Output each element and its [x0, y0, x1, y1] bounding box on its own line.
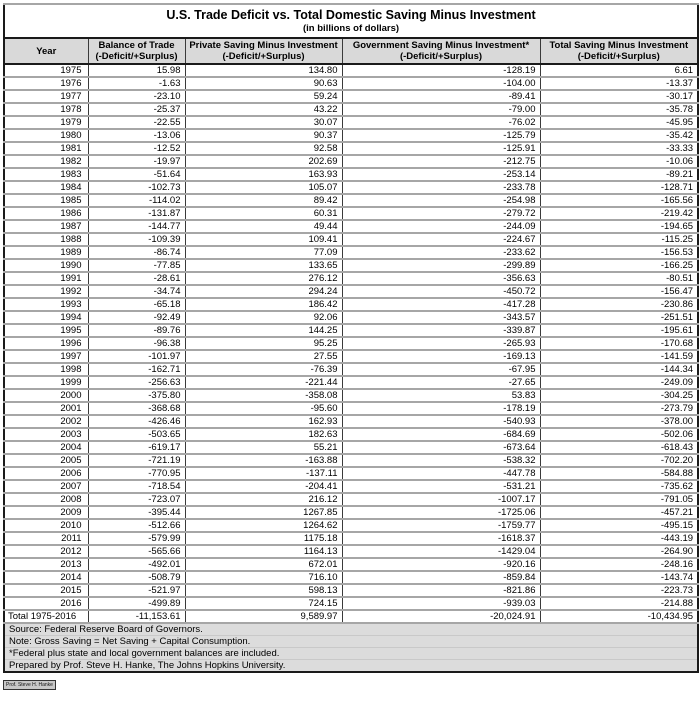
value-cell: -1618.37 — [342, 532, 540, 545]
value-cell: -233.62 — [342, 246, 540, 259]
page-subtitle: (in billions of dollars) — [303, 23, 400, 34]
value-cell: -1007.17 — [342, 493, 540, 506]
year-cell: 1985 — [4, 194, 88, 207]
year-cell: 1995 — [4, 324, 88, 337]
value-cell: -156.53 — [540, 246, 698, 259]
table-row — [4, 402, 698, 415]
table-row — [4, 337, 698, 350]
value-cell: -76.02 — [342, 116, 540, 129]
year-cell: 1998 — [4, 363, 88, 376]
value-cell: -144.77 — [88, 220, 185, 233]
value-cell: 182.63 — [185, 428, 342, 441]
year-cell: 1979 — [4, 116, 88, 129]
value-cell: -102.73 — [88, 181, 185, 194]
value-cell: -10,434.95 — [540, 610, 698, 623]
value-cell: 9,589.97 — [185, 610, 342, 623]
value-cell: -95.60 — [185, 402, 342, 415]
value-cell: 134.80 — [185, 64, 342, 77]
table-row — [4, 389, 698, 402]
value-cell: -89.76 — [88, 324, 185, 337]
value-cell: 216.12 — [185, 493, 342, 506]
value-cell: -375.80 — [88, 389, 185, 402]
value-cell: -76.39 — [185, 363, 342, 376]
value-cell: -304.25 — [540, 389, 698, 402]
value-cell: 294.24 — [185, 285, 342, 298]
value-cell: 105.07 — [185, 181, 342, 194]
value-cell: -265.93 — [342, 337, 540, 350]
value-cell: -141.59 — [540, 350, 698, 363]
year-cell: 2015 — [4, 584, 88, 597]
table-row — [4, 64, 698, 77]
value-cell: -503.65 — [88, 428, 185, 441]
table-row — [4, 285, 698, 298]
value-cell: -33.33 — [540, 142, 698, 155]
value-cell: -502.06 — [540, 428, 698, 441]
value-cell: -104.00 — [342, 77, 540, 90]
year-cell: 1977 — [4, 90, 88, 103]
value-cell: -721.19 — [88, 454, 185, 467]
value-cell: -20,024.91 — [342, 610, 540, 623]
value-cell: -457.21 — [540, 506, 698, 519]
year-cell: 1988 — [4, 233, 88, 246]
table-row — [4, 77, 698, 90]
table-row — [4, 584, 698, 597]
table-row — [4, 129, 698, 142]
footnote-row — [4, 636, 698, 648]
value-cell: -426.46 — [88, 415, 185, 428]
value-cell: -77.85 — [88, 259, 185, 272]
value-cell: -584.88 — [540, 467, 698, 480]
year-cell: 1994 — [4, 311, 88, 324]
value-cell: 30.07 — [185, 116, 342, 129]
year-cell: 1987 — [4, 220, 88, 233]
year-cell: 2000 — [4, 389, 88, 402]
value-cell: -264.90 — [540, 545, 698, 558]
year-cell: 1982 — [4, 155, 88, 168]
value-cell: 724.15 — [185, 597, 342, 610]
table-row — [4, 428, 698, 441]
value-cell: -143.74 — [540, 571, 698, 584]
column-header-2: Private Saving Minus Investment (-Deficit/+Surplus) — [185, 38, 342, 64]
table-row — [4, 519, 698, 532]
value-cell: -67.95 — [342, 363, 540, 376]
value-cell: -109.39 — [88, 233, 185, 246]
value-cell: -702.20 — [540, 454, 698, 467]
value-cell: -13.37 — [540, 77, 698, 90]
value-cell: 90.37 — [185, 129, 342, 142]
value-cell: -565.66 — [88, 545, 185, 558]
value-cell: -339.87 — [342, 324, 540, 337]
value-cell: -125.91 — [342, 142, 540, 155]
value-cell: 27.55 — [185, 350, 342, 363]
value-cell: -23.10 — [88, 90, 185, 103]
value-cell: -79.00 — [342, 103, 540, 116]
table-row — [4, 441, 698, 454]
value-cell: -224.67 — [342, 233, 540, 246]
column-header-1: Balance of Trade (-Deficit/+Surplus) — [88, 38, 185, 64]
value-cell: -115.25 — [540, 233, 698, 246]
value-cell: 92.06 — [185, 311, 342, 324]
table-row — [4, 181, 698, 194]
value-cell: 672.01 — [185, 558, 342, 571]
value-cell: -25.37 — [88, 103, 185, 116]
table-row — [4, 493, 698, 506]
value-cell: -251.51 — [540, 311, 698, 324]
value-cell: -492.01 — [88, 558, 185, 571]
value-cell: -279.72 — [342, 207, 540, 220]
year-cell: Total 1975-2016 — [4, 610, 88, 623]
value-cell: -128.71 — [540, 181, 698, 194]
column-header-0: Year — [4, 38, 88, 64]
value-cell: -684.69 — [342, 428, 540, 441]
value-cell: 133.65 — [185, 259, 342, 272]
value-cell: -499.89 — [88, 597, 185, 610]
value-cell: -11,153.61 — [88, 610, 185, 623]
page-title: U.S. Trade Deficit vs. Total Domestic Saving Minus Investment — [166, 8, 536, 22]
value-cell: -358.08 — [185, 389, 342, 402]
table-row — [4, 506, 698, 519]
value-cell: -343.57 — [342, 311, 540, 324]
year-cell: 1997 — [4, 350, 88, 363]
value-cell: -101.97 — [88, 350, 185, 363]
value-cell: -417.28 — [342, 298, 540, 311]
year-cell: 2008 — [4, 493, 88, 506]
value-cell: -718.54 — [88, 480, 185, 493]
year-cell: 1975 — [4, 64, 88, 77]
year-cell: 1983 — [4, 168, 88, 181]
table-row — [4, 272, 698, 285]
value-cell: -254.98 — [342, 194, 540, 207]
value-cell: -212.75 — [342, 155, 540, 168]
value-cell: -34.74 — [88, 285, 185, 298]
value-cell: -378.00 — [540, 415, 698, 428]
year-cell: 1991 — [4, 272, 88, 285]
value-cell: -368.68 — [88, 402, 185, 415]
year-cell: 1990 — [4, 259, 88, 272]
table-row — [4, 467, 698, 480]
table-row — [4, 155, 698, 168]
value-cell: -65.18 — [88, 298, 185, 311]
value-cell: -531.21 — [342, 480, 540, 493]
value-cell: -223.73 — [540, 584, 698, 597]
value-cell: -521.97 — [88, 584, 185, 597]
value-cell: -233.78 — [342, 181, 540, 194]
table-row — [4, 298, 698, 311]
value-cell: -214.88 — [540, 597, 698, 610]
year-cell: 1981 — [4, 142, 88, 155]
year-cell: 1992 — [4, 285, 88, 298]
value-cell: -10.06 — [540, 155, 698, 168]
value-cell: -156.47 — [540, 285, 698, 298]
year-cell: 1976 — [4, 77, 88, 90]
year-cell: 2004 — [4, 441, 88, 454]
value-cell: -618.43 — [540, 441, 698, 454]
value-cell: 1175.18 — [185, 532, 342, 545]
table-row — [4, 376, 698, 389]
header-row — [4, 38, 698, 64]
value-cell: 186.42 — [185, 298, 342, 311]
value-cell: 1164.13 — [185, 545, 342, 558]
table-row — [4, 259, 698, 272]
value-cell: -92.49 — [88, 311, 185, 324]
column-header-3: Government Saving Minus Investment* (-Deficit/+Surplus) — [342, 38, 540, 64]
year-cell: 1989 — [4, 246, 88, 259]
watermark-badge: Prof. Steve H. Hanke — [3, 680, 56, 690]
table-row — [4, 415, 698, 428]
value-cell: -89.21 — [540, 168, 698, 181]
year-cell: 2006 — [4, 467, 88, 480]
value-cell: -165.56 — [540, 194, 698, 207]
value-cell: -249.09 — [540, 376, 698, 389]
value-cell: -45.95 — [540, 116, 698, 129]
year-cell: 2014 — [4, 571, 88, 584]
value-cell: 716.10 — [185, 571, 342, 584]
value-cell: -144.34 — [540, 363, 698, 376]
value-cell: -495.15 — [540, 519, 698, 532]
footnote-row — [4, 623, 698, 636]
value-cell: 59.24 — [185, 90, 342, 103]
value-cell: -28.61 — [88, 272, 185, 285]
year-cell: 1984 — [4, 181, 88, 194]
value-cell: -128.19 — [342, 64, 540, 77]
year-cell: 2010 — [4, 519, 88, 532]
value-cell: -791.05 — [540, 493, 698, 506]
value-cell: -619.17 — [88, 441, 185, 454]
value-cell: 1264.62 — [185, 519, 342, 532]
table-row — [4, 90, 698, 103]
year-cell: 2007 — [4, 480, 88, 493]
table-body — [4, 64, 698, 623]
table-row — [4, 532, 698, 545]
value-cell: 55.21 — [185, 441, 342, 454]
value-cell: -35.78 — [540, 103, 698, 116]
value-cell: -450.72 — [342, 285, 540, 298]
table-row — [4, 480, 698, 493]
table-row — [4, 194, 698, 207]
year-cell: 1986 — [4, 207, 88, 220]
value-cell: -13.06 — [88, 129, 185, 142]
year-cell: 2013 — [4, 558, 88, 571]
value-cell: -723.07 — [88, 493, 185, 506]
value-cell: -195.61 — [540, 324, 698, 337]
footnote-text-0: Source: Federal Reserve Board of Governors. — [4, 623, 698, 636]
value-cell: -86.74 — [88, 246, 185, 259]
value-cell: -821.86 — [342, 584, 540, 597]
year-cell: 2001 — [4, 402, 88, 415]
value-cell: -253.14 — [342, 168, 540, 181]
value-cell: -395.44 — [88, 506, 185, 519]
value-cell: 77.09 — [185, 246, 342, 259]
year-cell: 2011 — [4, 532, 88, 545]
value-cell: 276.12 — [185, 272, 342, 285]
value-cell: -12.52 — [88, 142, 185, 155]
footnote-row — [4, 648, 698, 660]
year-cell: 1980 — [4, 129, 88, 142]
table-row — [4, 571, 698, 584]
value-cell: -1725.06 — [342, 506, 540, 519]
value-cell: 43.22 — [185, 103, 342, 116]
year-cell: 2005 — [4, 454, 88, 467]
value-cell: -538.32 — [342, 454, 540, 467]
value-cell: 15.98 — [88, 64, 185, 77]
year-cell: 2003 — [4, 428, 88, 441]
value-cell: 202.69 — [185, 155, 342, 168]
value-cell: -735.62 — [540, 480, 698, 493]
value-cell: 598.13 — [185, 584, 342, 597]
year-cell: 2002 — [4, 415, 88, 428]
value-cell: -299.89 — [342, 259, 540, 272]
value-cell: -163.88 — [185, 454, 342, 467]
value-cell: -131.87 — [88, 207, 185, 220]
value-cell: 1267.85 — [185, 506, 342, 519]
footnote-section — [4, 623, 698, 672]
year-cell: 1999 — [4, 376, 88, 389]
value-cell: -443.19 — [540, 532, 698, 545]
table-row — [4, 545, 698, 558]
value-cell: -248.16 — [540, 558, 698, 571]
value-cell: 92.58 — [185, 142, 342, 155]
table-row — [4, 311, 698, 324]
value-cell: 163.93 — [185, 168, 342, 181]
value-cell: 144.25 — [185, 324, 342, 337]
year-cell: 2009 — [4, 506, 88, 519]
year-cell: 2012 — [4, 545, 88, 558]
value-cell: 89.42 — [185, 194, 342, 207]
table-row — [4, 324, 698, 337]
value-cell: -540.93 — [342, 415, 540, 428]
value-cell: 6.61 — [540, 64, 698, 77]
footnote-text-1: Note: Gross Saving = Net Saving + Capital Consumption. — [4, 636, 698, 648]
value-cell: -512.66 — [88, 519, 185, 532]
value-cell: -170.68 — [540, 337, 698, 350]
footnote-text-2: *Federal plus state and local government balances are included. — [4, 648, 698, 660]
value-cell: 109.41 — [185, 233, 342, 246]
value-cell: -125.79 — [342, 129, 540, 142]
table-row — [4, 363, 698, 376]
value-cell: -89.41 — [342, 90, 540, 103]
value-cell: -30.17 — [540, 90, 698, 103]
column-header-4: Total Saving Minus Investment (-Deficit/+Surplus) — [540, 38, 698, 64]
value-cell: -219.42 — [540, 207, 698, 220]
total-row — [4, 610, 698, 623]
value-cell: -51.64 — [88, 168, 185, 181]
value-cell: -920.16 — [342, 558, 540, 571]
value-cell: 90.63 — [185, 77, 342, 90]
value-cell: -166.25 — [540, 259, 698, 272]
table-row — [4, 103, 698, 116]
value-cell: -35.42 — [540, 129, 698, 142]
value-cell: 49.44 — [185, 220, 342, 233]
value-cell: -27.65 — [342, 376, 540, 389]
value-cell: -114.02 — [88, 194, 185, 207]
table-row — [4, 142, 698, 155]
table-row — [4, 233, 698, 246]
value-cell: -19.97 — [88, 155, 185, 168]
value-cell: -939.03 — [342, 597, 540, 610]
value-cell: -230.86 — [540, 298, 698, 311]
value-cell: -770.95 — [88, 467, 185, 480]
title-row — [4, 4, 698, 38]
year-cell: 1978 — [4, 103, 88, 116]
table-row — [4, 207, 698, 220]
table-row — [4, 558, 698, 571]
value-cell: -22.55 — [88, 116, 185, 129]
table-row — [4, 350, 698, 363]
value-cell: -178.19 — [342, 402, 540, 415]
value-cell: -356.63 — [342, 272, 540, 285]
footnote-text-3: Prepared by Prof. Steve H. Hanke, The Johns Hopkins University. — [4, 660, 698, 673]
value-cell: -273.79 — [540, 402, 698, 415]
value-cell: -221.44 — [185, 376, 342, 389]
table-row — [4, 116, 698, 129]
table-row — [4, 454, 698, 467]
value-cell: 162.93 — [185, 415, 342, 428]
value-cell: -579.99 — [88, 532, 185, 545]
title-cell — [4, 4, 698, 38]
year-cell: 1996 — [4, 337, 88, 350]
value-cell: -508.79 — [88, 571, 185, 584]
table-row — [4, 597, 698, 610]
value-cell: 95.25 — [185, 337, 342, 350]
value-cell: -1759.77 — [342, 519, 540, 532]
value-cell: 53.83 — [342, 389, 540, 402]
value-cell: -244.09 — [342, 220, 540, 233]
table-row — [4, 168, 698, 181]
value-cell: -194.65 — [540, 220, 698, 233]
value-cell: -80.51 — [540, 272, 698, 285]
footnote-row — [4, 660, 698, 673]
value-cell: -162.71 — [88, 363, 185, 376]
value-cell: -673.64 — [342, 441, 540, 454]
value-cell: -169.13 — [342, 350, 540, 363]
value-cell: -859.84 — [342, 571, 540, 584]
value-cell: -447.78 — [342, 467, 540, 480]
year-cell: 2016 — [4, 597, 88, 610]
value-cell: -1.63 — [88, 77, 185, 90]
trade-deficit-table — [3, 3, 699, 673]
value-cell: -1429.04 — [342, 545, 540, 558]
value-cell: -137.11 — [185, 467, 342, 480]
value-cell: -204.41 — [185, 480, 342, 493]
table-row — [4, 220, 698, 233]
value-cell: -256.63 — [88, 376, 185, 389]
value-cell: 60.31 — [185, 207, 342, 220]
value-cell: -96.38 — [88, 337, 185, 350]
table-row — [4, 246, 698, 259]
year-cell: 1993 — [4, 298, 88, 311]
